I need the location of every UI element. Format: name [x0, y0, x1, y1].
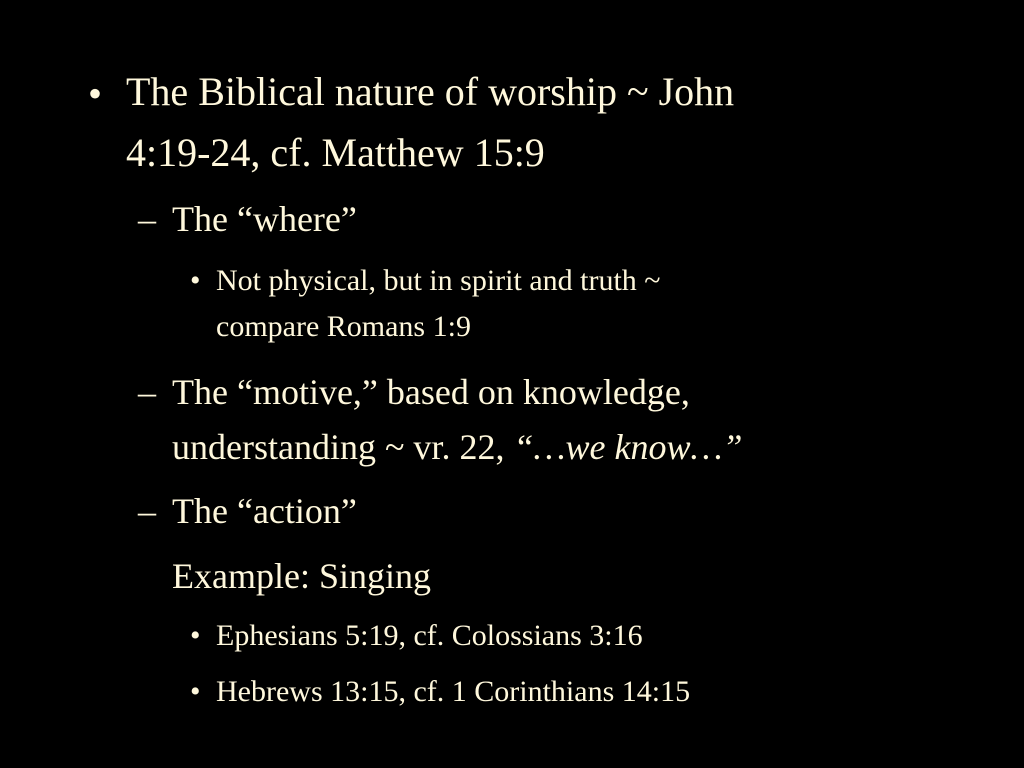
bullet-icon: • [190, 264, 201, 297]
motive-plain-text: understanding ~ vr. 22, [172, 427, 514, 467]
dash-icon: – [138, 372, 156, 412]
sub-sub-point-line-1: Not physical, but in spirit and truth ~ [216, 264, 661, 297]
bullet-icon: • [88, 71, 103, 116]
scripture-ref-hebrews: Hebrews 13:15, cf. 1 Corinthians 14:15 [216, 675, 691, 708]
main-point-line-2: 4:19-24, cf. Matthew 15:9 [126, 130, 545, 175]
main-point-line-1: The Biblical nature of worship ~ John [126, 69, 735, 114]
example-label: Example: Singing [172, 556, 431, 596]
motive-italic-quote: “…we know…” [513, 427, 743, 467]
dash-icon: – [138, 199, 156, 239]
scripture-ref-ephesians: Ephesians 5:19, cf. Colossians 3:16 [216, 619, 643, 652]
bullet-icon: • [190, 675, 201, 708]
sub-point-where: The “where” [172, 199, 357, 239]
sub-point-action: The “action” [172, 491, 357, 531]
sub-point-motive-line-1: The “motive,” based on knowledge, [172, 372, 690, 412]
sub-point-motive-line-2 [172, 426, 742, 468]
bullet-icon: • [190, 619, 201, 652]
sub-sub-point-line-2: compare Romans 1:9 [216, 310, 471, 343]
dash-icon: – [138, 491, 156, 531]
